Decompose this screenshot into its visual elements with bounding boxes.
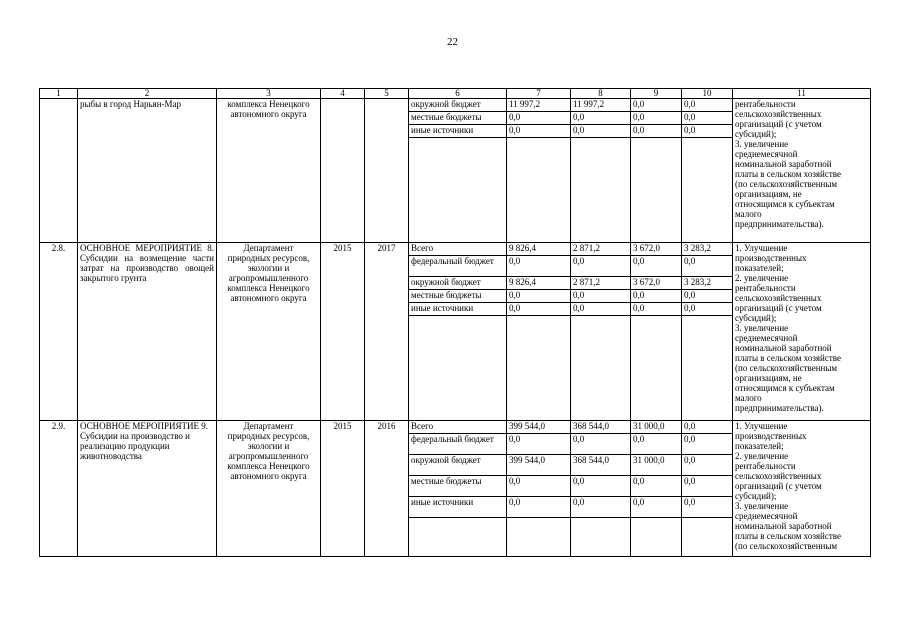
item-end-year: 2017 bbox=[365, 243, 409, 421]
item-name: рыбы в город Нарьян-Мар bbox=[78, 99, 217, 243]
expected-result: 1. Улучшение производственных показателей; 2. увеличение рентабельности сельскохозяйственных организаций (с учетом субсидий); 3. увеличение среднемесячной номинальной заработной платы в сельском хозяйстве (по сельскохозяйственным организациям, не относящимся к субъектам малого предпринимательства). bbox=[733, 243, 871, 421]
funding-source: иные источники bbox=[409, 497, 507, 518]
item-start-year bbox=[321, 99, 365, 243]
item-start-year: 2015 bbox=[321, 421, 365, 557]
item-number: 2.9. bbox=[40, 421, 78, 557]
col-header: 2 bbox=[78, 89, 217, 99]
item-end-year: 2016 bbox=[365, 421, 409, 557]
amount-year-3: 0,0 bbox=[682, 125, 733, 138]
amount-year-1: 0,0 bbox=[571, 497, 631, 518]
amount-year-2: 31 000,0 bbox=[631, 455, 682, 476]
funding-source: иные источники bbox=[409, 303, 507, 316]
col-header: 8 bbox=[571, 89, 631, 99]
item-end-year bbox=[365, 99, 409, 243]
amount-year-1: 11 997,2 bbox=[571, 99, 631, 112]
col-header: 5 bbox=[365, 89, 409, 99]
amount-year-3: 3 283,2 bbox=[682, 277, 733, 290]
amount-total: 0,0 bbox=[507, 497, 571, 518]
amount-year-2: 3 672,0 bbox=[631, 277, 682, 290]
amount-year-1: 2 871,2 bbox=[571, 243, 631, 256]
amount-year-2: 0,0 bbox=[631, 497, 682, 518]
funding-source: Всего bbox=[409, 243, 507, 256]
amount-year-1: 0,0 bbox=[571, 290, 631, 303]
amount-year-3: 0,0 bbox=[682, 434, 733, 455]
funding-source: Всего bbox=[409, 421, 507, 434]
funding-source: федеральный бюджет bbox=[409, 434, 507, 455]
col-header: 6 bbox=[409, 89, 507, 99]
funding-source: федеральный бюджет bbox=[409, 256, 507, 277]
amount-year-1: 0,0 bbox=[571, 434, 631, 455]
expected-result: 1. Улучшение производственных показателей; 2. увеличение рентабельности сельскохозяйственных организаций (с учетом субсидий); 3. увеличение среднемесячной номинальной заработной платы в сельском хозяйстве (по сельскохозяйственным bbox=[733, 421, 871, 557]
funding-source: местные бюджеты bbox=[409, 290, 507, 303]
amount-total: 9 826,4 bbox=[507, 243, 571, 256]
amount-total: 0,0 bbox=[507, 290, 571, 303]
amount-total: 0,0 bbox=[507, 112, 571, 125]
item-number bbox=[40, 99, 78, 243]
funding-source: местные бюджеты bbox=[409, 112, 507, 125]
amount-year-2: 0,0 bbox=[631, 290, 682, 303]
amount-year-2: 0,0 bbox=[631, 99, 682, 112]
amount-total: 9 826,4 bbox=[507, 277, 571, 290]
amount-year-2: 0,0 bbox=[631, 256, 682, 277]
amount-total: 0,0 bbox=[507, 434, 571, 455]
table-row bbox=[40, 421, 871, 434]
amount-year-2: 0,0 bbox=[631, 434, 682, 455]
amount-year-3: 0,0 bbox=[682, 112, 733, 125]
item-executor: комплекса Ненецкого автономного округа bbox=[217, 99, 321, 243]
amount-year-1: 0,0 bbox=[571, 476, 631, 497]
amount-year-2: 0,0 bbox=[631, 303, 682, 316]
amount-year-2: 0,0 bbox=[631, 125, 682, 138]
amount-year-2: 0,0 bbox=[631, 476, 682, 497]
amount-total: 0,0 bbox=[507, 256, 571, 277]
amount-total: 0,0 bbox=[507, 476, 571, 497]
amount-year-3: 0,0 bbox=[682, 99, 733, 112]
funding-source: окружной бюджет bbox=[409, 99, 507, 112]
amount-year-1: 2 871,2 bbox=[571, 277, 631, 290]
amount-year-2: 31 000,0 bbox=[631, 421, 682, 434]
col-header: 1 bbox=[40, 89, 78, 99]
funding-source: иные источники bbox=[409, 125, 507, 138]
amount-total: 0,0 bbox=[507, 303, 571, 316]
amount-year-1: 368 544,0 bbox=[571, 455, 631, 476]
amount-year-1: 0,0 bbox=[571, 112, 631, 125]
amount-year-2: 0,0 bbox=[631, 112, 682, 125]
amount-year-1: 0,0 bbox=[571, 256, 631, 277]
amount-year-3: 3 283,2 bbox=[682, 243, 733, 256]
amount-year-3: 0,0 bbox=[682, 476, 733, 497]
item-executor: Департамент природных ресурсов, экологии и агропромышленного комплекса Ненецкого автономного округа bbox=[217, 421, 321, 557]
amount-year-3: 0,0 bbox=[682, 256, 733, 277]
amount-year-3: 0,0 bbox=[682, 421, 733, 434]
item-name: ОСНОВНОЕ МЕРОПРИЯТИЕ 9. Субсидии на производство и реализацию продукции животноводства bbox=[78, 421, 217, 557]
item-number: 2.8. bbox=[40, 243, 78, 421]
amount-total: 11 997,2 bbox=[507, 99, 571, 112]
amount-total: 399 544,0 bbox=[507, 421, 571, 434]
program-table bbox=[39, 88, 871, 557]
table-row bbox=[40, 243, 871, 256]
item-name: ОСНОВНОЕ МЕРОПРИЯТИЕ 8. Субсидии на возмещение части затрат на производство овощей закрытого грунта bbox=[78, 243, 217, 421]
funding-source: окружной бюджет bbox=[409, 455, 507, 476]
col-header: 11 bbox=[733, 89, 871, 99]
amount-year-1: 0,0 bbox=[571, 125, 631, 138]
page-number: 22 bbox=[447, 36, 458, 48]
col-header: 10 bbox=[682, 89, 733, 99]
amount-year-3: 0,0 bbox=[682, 455, 733, 476]
amount-total: 399 544,0 bbox=[507, 455, 571, 476]
amount-total: 0,0 bbox=[507, 125, 571, 138]
table-row bbox=[40, 99, 871, 112]
expected-result: рентабельности сельскохозяйственных организаций (с учетом субсидий); 3. увеличение среднемесячной номинальной заработной платы в сельском хозяйстве (по сельскохозяйственным организациям, не относящимся к субъектам малого предпринимательства). bbox=[733, 99, 871, 243]
col-header: 3 bbox=[217, 89, 321, 99]
item-start-year: 2015 bbox=[321, 243, 365, 421]
amount-year-1: 368 544,0 bbox=[571, 421, 631, 434]
amount-year-3: 0,0 bbox=[682, 303, 733, 316]
col-header: 9 bbox=[631, 89, 682, 99]
amount-year-3: 0,0 bbox=[682, 497, 733, 518]
col-header: 7 bbox=[507, 89, 571, 99]
item-executor: Департамент природных ресурсов, экологии и агропромышленного комплекса Ненецкого автономного округа bbox=[217, 243, 321, 421]
amount-year-2: 3 672,0 bbox=[631, 243, 682, 256]
funding-source: окружной бюджет bbox=[409, 277, 507, 290]
col-header: 4 bbox=[321, 89, 365, 99]
funding-source: местные бюджеты bbox=[409, 476, 507, 497]
amount-year-1: 0,0 bbox=[571, 303, 631, 316]
amount-year-3: 0,0 bbox=[682, 290, 733, 303]
header-row bbox=[40, 89, 871, 99]
